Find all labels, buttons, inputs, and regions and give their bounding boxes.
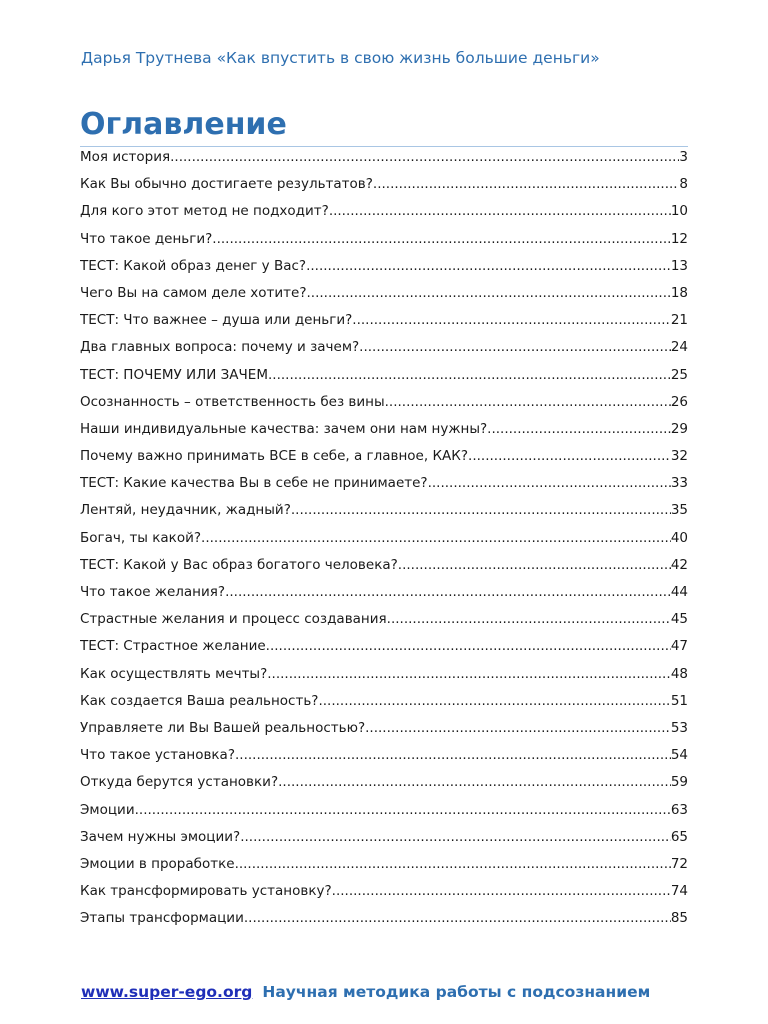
toc-page-number: 3: [679, 149, 688, 165]
toc-page-number: 74: [670, 883, 688, 900]
toc-dot-leader: [268, 362, 671, 389]
toc-dot-leader: [278, 769, 671, 796]
toc-dot-leader: [170, 144, 679, 171]
toc-entry-title: Богач, ты какой?: [80, 529, 202, 546]
toc-entry-title: Чего Вы на самом деле хотите?: [80, 284, 307, 301]
page-footer: [81, 983, 650, 1001]
toc-page-number: 18: [670, 284, 688, 301]
toc-entry[interactable]: [80, 198, 688, 225]
toc-dot-leader: [266, 633, 671, 660]
toc-dot-leader: [468, 443, 671, 470]
toc-entry-title: Осознанность – ответственность без вины: [80, 393, 385, 410]
toc-dot-leader: [329, 198, 671, 225]
toc-entry[interactable]: [80, 280, 688, 307]
toc-entry[interactable]: [80, 742, 688, 769]
toc-entry-title: Как осуществлять мечты?: [80, 665, 268, 682]
toc-entry[interactable]: [80, 797, 688, 824]
toc-page-number: 26: [670, 393, 688, 410]
toc-page-number: 65: [670, 828, 688, 845]
toc-page-number: 21: [670, 312, 688, 329]
toc-page-number: 59: [670, 774, 688, 791]
toc-entry-title: ТЕСТ: Что важнее – душа или деньги?: [80, 312, 353, 329]
toc-entry[interactable]: [80, 905, 688, 932]
toc-entry[interactable]: [80, 552, 688, 579]
toc-dot-leader: [306, 253, 671, 280]
toc-dot-leader: [428, 470, 671, 497]
toc-entry-title: Эмоции: [80, 801, 135, 818]
toc-entry-title: Что такое желания?: [80, 584, 226, 600]
toc-dot-leader: [352, 307, 671, 334]
toc-page-number: 72: [670, 855, 688, 872]
toc-dot-leader: [225, 579, 671, 606]
toc-entry-title: Наши индивидуальные качества: зачем они нам нужны?: [80, 420, 488, 437]
toc-entry-title: ТЕСТ: Какой образ денег у Вас?: [80, 257, 307, 274]
toc-dot-leader: [373, 171, 679, 198]
toc-dot-leader: [201, 525, 671, 552]
toc-entry-title: Эмоции в проработке: [80, 855, 235, 872]
toc-dot-leader: [398, 552, 671, 579]
toc-entry[interactable]: [80, 715, 688, 742]
toc-page-number: 24: [670, 339, 688, 356]
toc-entry-title: Что такое установка?: [80, 747, 235, 764]
toc-entry-title: Лентяй, неудачник, жадный?: [80, 502, 291, 519]
toc-entry[interactable]: [80, 171, 688, 198]
toc-entry-title: ТЕСТ: ПОЧЕМУ ИЛИ ЗАЧЕМ: [80, 366, 268, 383]
toc-dot-leader: [244, 905, 671, 932]
toc-page-number: 85: [670, 910, 688, 927]
toc-dot-leader: [359, 334, 671, 361]
toc-page-number: 12: [670, 230, 688, 247]
toc-entry-title: Зачем нужны эмоции?: [80, 828, 241, 845]
toc-entry[interactable]: [80, 334, 688, 361]
toc-dot-leader: [267, 661, 671, 688]
toc-entry-title: ТЕСТ: Какой у Вас образ богатого человека?: [80, 556, 398, 573]
toc-dot-leader: [235, 742, 671, 769]
toc-entry[interactable]: [80, 497, 688, 524]
toc-dot-leader: [487, 416, 671, 443]
toc-page-number: 32: [670, 448, 688, 465]
toc-entry[interactable]: [80, 633, 688, 660]
toc-entry-title: Откуда берутся установки?: [80, 774, 279, 791]
toc-dot-leader: [291, 497, 671, 524]
website-link[interactable]: www.super-ego.org: [81, 983, 253, 1001]
toc-page-number: 29: [670, 420, 688, 437]
toc-entry-title: Почему важно принимать ВСЕ в себе, а главное, КАК?: [80, 448, 469, 465]
toc-page-number: 8: [679, 176, 688, 193]
toc-entry[interactable]: [80, 443, 688, 470]
toc-entry-title: Управляете ли Вы Вашей реальностью?: [80, 719, 366, 736]
toc-entry[interactable]: [80, 307, 688, 334]
toc-dot-leader: [307, 280, 671, 307]
toc-dot-leader: [387, 606, 671, 633]
toc-dot-leader: [385, 389, 671, 416]
toc-entry[interactable]: [80, 661, 688, 688]
toc-dot-leader: [235, 851, 671, 878]
toc-entry-title: Два главных вопроса: почему и зачем?: [80, 339, 360, 356]
toc-title: Оглавление: [80, 107, 287, 142]
toc-entry[interactable]: [80, 253, 688, 280]
toc-page-number: 35: [670, 502, 688, 519]
toc-page-number: 33: [670, 475, 688, 492]
toc-page-number: 47: [670, 638, 688, 655]
toc-entry-title: Этапы трансформации: [80, 910, 244, 927]
toc-entry[interactable]: [80, 769, 688, 796]
toc-entry-title: Как трансформировать установку?: [80, 883, 332, 900]
toc-dot-leader: [332, 878, 671, 905]
toc-page-number: 48: [670, 665, 688, 682]
toc-entry[interactable]: [80, 389, 688, 416]
toc-page-number: 44: [670, 584, 688, 600]
toc-page-number: 54: [670, 747, 688, 764]
toc-entry[interactable]: [80, 226, 688, 253]
toc-dot-leader: [318, 688, 670, 715]
toc-entry-title: Как Вы обычно достигаете результатов?: [80, 176, 373, 193]
toc-entry[interactable]: [80, 824, 688, 851]
table-of-contents: [80, 144, 688, 932]
footer-tagline: Научная методика работы с подсознанием: [262, 983, 651, 1001]
toc-entry[interactable]: [80, 851, 688, 878]
toc-dot-leader: [240, 824, 671, 851]
toc-page-number: 53: [670, 719, 688, 736]
toc-page-number: 10: [670, 203, 688, 220]
toc-page-number: 40: [670, 529, 688, 546]
toc-entry-title: ТЕСТ: Какие качества Вы в себе не принимаете?: [80, 475, 428, 492]
toc-entry-title: Как создается Ваша реальность?: [80, 692, 319, 709]
toc-page-number: 25: [670, 366, 688, 383]
toc-entry[interactable]: [80, 525, 688, 552]
toc-entry[interactable]: [80, 144, 688, 171]
toc-entry[interactable]: [80, 878, 688, 905]
toc-entry-title: Страстные желания и процесс создавания: [80, 611, 387, 628]
toc-dot-leader: [212, 226, 671, 253]
toc-entry-title: Моя история: [80, 149, 171, 165]
toc-entry[interactable]: [80, 362, 688, 389]
toc-entry[interactable]: [80, 416, 688, 443]
toc-dot-leader: [135, 797, 671, 824]
toc-entry-title: Для кого этот метод не подходит?: [80, 203, 329, 220]
toc-entry[interactable]: [80, 579, 688, 606]
toc-entry-title: Что такое деньги?: [80, 230, 213, 247]
toc-page-number: 51: [670, 692, 688, 709]
toc-entry[interactable]: [80, 606, 688, 633]
toc-entry[interactable]: [80, 470, 688, 497]
toc-entry-title: ТЕСТ: Страстное желание: [80, 638, 266, 655]
toc-dot-leader: [365, 715, 671, 742]
toc-page-number: 63: [670, 801, 688, 818]
page-header: Дарья Трутнева «Как впустить в свою жизнь большие деньги»: [81, 49, 600, 67]
toc-page-number: 13: [670, 257, 688, 274]
toc-page-number: 42: [670, 556, 688, 573]
toc-page-number: 45: [670, 611, 688, 628]
toc-entry[interactable]: [80, 688, 688, 715]
